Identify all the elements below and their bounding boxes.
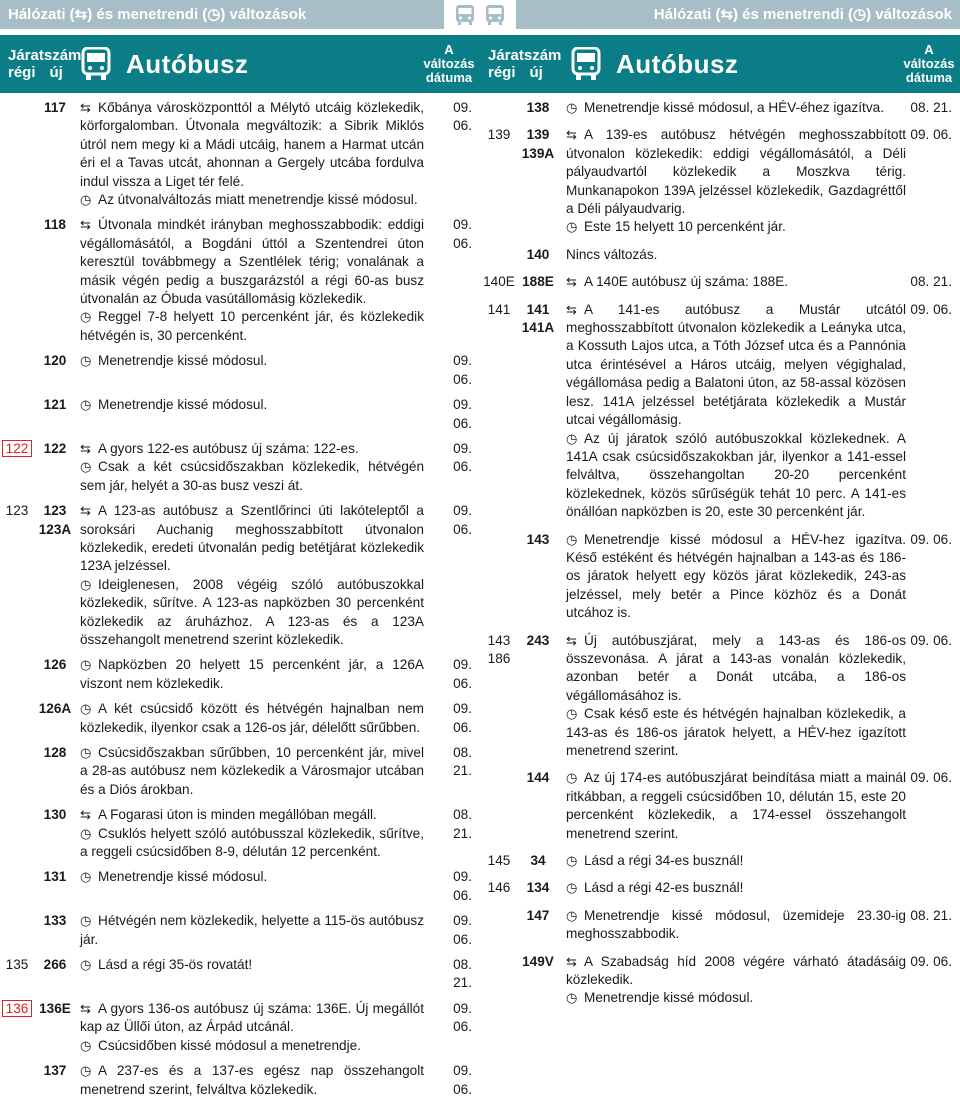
table-row — [480, 953, 960, 1008]
old-route-label: 141 — [487, 301, 511, 317]
timetable-change-icon: ◷ — [80, 913, 92, 929]
new-route-number: 149V — [522, 953, 554, 969]
table-row — [0, 744, 480, 799]
table-row — [0, 806, 480, 861]
table-row — [480, 632, 960, 761]
header-jaratszam: Járatszám régi új — [8, 47, 82, 81]
bus-icon — [480, 0, 510, 29]
timetable-change-icon: ◷ — [80, 397, 92, 413]
old-route-number — [480, 852, 518, 870]
change-paragraph — [566, 907, 906, 944]
table-row — [480, 531, 960, 623]
change-date: 09. 06. — [910, 770, 952, 786]
change-date: 09. 06. — [453, 913, 472, 947]
new-route-number: 139 139A — [521, 127, 555, 161]
change-paragraph — [566, 531, 906, 623]
table-row — [480, 879, 960, 897]
change-paragraph — [80, 191, 424, 209]
new-route-number: 243 — [526, 632, 550, 648]
change-paragraph — [80, 912, 424, 949]
timetable-change-icon: ◷ — [566, 770, 578, 786]
new-route-number: 120 — [43, 353, 67, 369]
change-description — [76, 216, 432, 345]
bus-icon — [570, 47, 602, 81]
change-text: Menetrendje kissé módosul. — [584, 990, 754, 1006]
change-text: Az új járatok szóló autóbuszokkal közlekednek. A 141A csak csúcsidőszakokban jár, ilyenkor a 141-essel felváltva, összehangoltan 20-20 percenként közlekednek, közös sűrűségük tehát 10 perc. A 141-es önállóan napközben is 20, este 30 percenként jár. — [566, 430, 906, 520]
old-route-number — [0, 502, 34, 520]
network-change-icon: ⇆ — [566, 127, 577, 143]
table-row — [0, 956, 480, 993]
change-paragraph — [80, 440, 424, 458]
table-row — [480, 852, 960, 870]
change-paragraph — [80, 700, 424, 737]
change-description — [76, 352, 432, 370]
change-text: Ideiglenesen, 2008 végéig szóló autóbuszokkal közlekedik, sűrítve. A 123-as napközben 30 percenként közlekedik az áruházhoz. A 123-as és a 123A összehangolt menetrend szerint közlekedik. — [80, 576, 424, 647]
new-route-number: 133 — [43, 913, 67, 929]
change-text: A 123-as autóbusz a Szentlőrinci úti lakóteleptől a soroksári Auchanig meghosszabbított útvonalon közlekedik, eredeti útvonalán pedig betétjárat közlekedik 123A jelzéssel. — [80, 503, 424, 574]
timetable-change-icon: ◷ — [566, 100, 578, 115]
change-paragraph — [80, 1062, 424, 1099]
change-paragraph — [80, 956, 424, 974]
change-paragraph — [80, 458, 424, 495]
change-paragraph — [566, 99, 906, 117]
change-text: A 140E autóbusz új száma: 188E. — [584, 274, 789, 290]
change-paragraph — [566, 246, 906, 264]
change-text: Reggel 7-8 helyett 10 percenként jár, és közlekedik hétvégén is, 30 percenként. — [80, 309, 424, 343]
header-date: A változás dátuma — [423, 42, 475, 85]
old-route-label: 143 186 — [487, 632, 511, 666]
change-date: 08. 21. — [453, 745, 472, 779]
topbar-title: Hálózati (⇆) és menetrendi (◷) változások — [516, 0, 960, 29]
timetable-change-icon: ◷ — [80, 192, 92, 208]
table-row — [480, 126, 960, 236]
change-text: Este 15 helyett 10 percenként jár. — [584, 219, 786, 235]
change-text: Kőbánya városközponttól a Mélytó utcáig közlekedik, körforgalomban. Útvonala megváltozik: a Sibrik Miklós útról nem megy ki a Mádi utcáig, hanem a Harmat utcán éri el a Tavas utcát, ahonnan a Gergely utcába fordulva indul vissza a Liget tér felé. — [80, 100, 424, 189]
table-row — [0, 1000, 480, 1055]
network-change-icon: ⇆ — [80, 807, 91, 823]
network-change-icon: ⇆ — [80, 217, 91, 233]
network-change-icon: ⇆ — [80, 440, 91, 456]
change-date: 09. 06. — [453, 100, 472, 134]
change-text: Csak a két csúcsidőszakban közlekedik, hétvégén sem jár, helyét a 30-as busz veszi át. — [80, 459, 424, 493]
timetable-change-icon: ◷ — [566, 880, 578, 896]
new-route-number: 188E — [522, 274, 554, 290]
change-description — [76, 502, 432, 649]
new-route-number: 126A — [38, 701, 72, 717]
new-route-number: 122 — [43, 440, 67, 456]
change-paragraph — [80, 1037, 424, 1055]
change-description — [76, 99, 432, 209]
change-date: 08. 21. — [910, 100, 952, 115]
header-mode: Autóbusz — [566, 47, 898, 81]
table-row — [0, 1062, 480, 1099]
change-date: 09. 06. — [910, 953, 952, 969]
table-row — [480, 246, 960, 264]
change-paragraph — [566, 126, 906, 218]
change-paragraph — [80, 396, 424, 414]
old-route-number — [0, 1000, 34, 1018]
change-paragraph — [80, 806, 424, 824]
change-text: A gyors 136-os autóbusz új száma: 136E. Új megállót kap az Üllői úton, az Árpád utcánál. — [80, 1000, 424, 1035]
table-row — [0, 99, 480, 209]
change-date: 08. 21. — [910, 907, 952, 923]
left-column — [0, 0, 480, 1097]
change-paragraph — [566, 430, 906, 522]
old-route-label: 145 — [487, 853, 511, 869]
change-paragraph — [80, 868, 424, 886]
change-text: Lásd a régi 42-es busznál! — [584, 880, 744, 896]
change-text: A két csúcsidő között és hétvégén hajnalban nem közlekedik, ilyenkor csak a 126-os jár, délelőtt sűrűbben. — [80, 701, 424, 735]
change-description — [558, 531, 910, 623]
change-text: Menetrendje kissé módosul, üzemideje 23.30-ig meghosszabbodik. — [566, 907, 906, 942]
change-date: 09. 06. — [453, 397, 472, 431]
change-description — [558, 632, 910, 761]
table-row — [0, 656, 480, 693]
change-description — [76, 956, 432, 974]
change-text: Csúcsidőszakban sűrűbben, 10 percenként jár, mivel a 28-as autóbusz nem közlekedik a Városmajor utcában és a Diós árokban. — [80, 745, 424, 797]
new-route-number: 138 — [526, 100, 550, 115]
table-row — [0, 216, 480, 345]
change-text: A 141-es autóbusz a Mustár utcától meghosszabbított útvonalon közlekedik a Leányka utca, a Kossuth Lajos utca, a Tóth József utca és a Pannónia utca érintésével a Háros utcáig, melyen végighalad, végállomása pedig a Balatoni úton, az 58-assal közösen lesz. 141A jelzéssel betétjárata közlekedik a Mustár utcai végállomásig. — [566, 301, 906, 428]
table-row — [0, 440, 480, 495]
network-change-icon: ⇆ — [566, 274, 577, 290]
new-route-number: 266 — [43, 957, 67, 973]
change-paragraph — [566, 218, 906, 236]
new-route-number: 128 — [43, 745, 67, 760]
change-date: 08. 21. — [453, 957, 472, 991]
left-rows — [0, 99, 480, 1099]
change-text: Menetrendje kissé módosul. — [98, 869, 268, 885]
table-row — [0, 352, 480, 389]
timetable-change-icon: ◷ — [566, 853, 578, 869]
table-row — [480, 301, 960, 522]
timetable-change-icon: ◷ — [80, 825, 92, 841]
change-date: 09. 06. — [453, 701, 472, 735]
change-text: Menetrendje kissé módosul. — [98, 353, 268, 369]
new-route-number: 131 — [43, 869, 67, 885]
new-route-number: 140 — [526, 246, 550, 262]
timetable-change-icon: ◷ — [80, 657, 92, 673]
new-route-number: 144 — [526, 770, 550, 786]
left-topbar — [0, 0, 480, 29]
change-text: Menetrendje kissé módosul a HÉV-hez igazítva. Késő estéként és hétvégén hajnalban a 143-as és 186-os járatok helyett egy közös járat közlekedik, 243-as jelzéssel, mely betér a Pince közhöz és a Donát utcához is. — [566, 531, 906, 621]
new-route-number: 118 — [44, 217, 66, 233]
change-description — [76, 396, 432, 414]
change-paragraph — [80, 825, 424, 862]
timetable-change-icon: ◷ — [80, 745, 92, 760]
old-route-label: 123 — [5, 503, 29, 519]
old-route-label: 122 — [2, 440, 33, 457]
change-paragraph — [80, 656, 424, 693]
table-row — [480, 769, 960, 843]
change-date: 09. 06. — [453, 1000, 472, 1035]
change-paragraph — [566, 989, 906, 1007]
new-route-number: 134 — [526, 880, 550, 896]
change-paragraph — [566, 852, 906, 870]
change-text: Az új 174-es autóbuszjárat beindítása miatt a mainál ritkábban, a reggeli csúcsidőben 10, délután 15, este 20 percenként közlekedik, a 174-essel összehangolt menetrend szerint. — [566, 770, 906, 841]
change-date: 09. 06. — [453, 217, 472, 251]
change-description — [76, 1062, 432, 1099]
change-description — [76, 868, 432, 886]
change-description — [558, 301, 910, 522]
new-route-number: 136E — [39, 1000, 71, 1016]
change-paragraph — [566, 273, 906, 291]
change-description — [76, 806, 432, 861]
change-description — [558, 879, 910, 897]
change-paragraph — [566, 705, 906, 760]
table-header — [480, 35, 960, 93]
change-date: 09. 06. — [910, 632, 952, 648]
change-text: Új autóbuszjárat, mely a 143-as és 186-os összevonása. A járat a 143-as vonalán közlekedik, azonban betér a Donát utcába, a 186-os végállomásához is. — [566, 632, 906, 703]
timetable-change-icon: ◷ — [566, 706, 578, 722]
change-paragraph — [80, 744, 424, 799]
new-route-number: 117 — [44, 100, 66, 115]
old-route-number — [480, 126, 518, 144]
timetable-change-icon: ◷ — [80, 1037, 92, 1053]
change-date: 09. 06. — [453, 657, 472, 691]
table-row — [0, 396, 480, 433]
new-route-number: 126 — [43, 657, 67, 673]
change-date: 09. 06. — [453, 353, 472, 387]
new-route-number: 147 — [526, 907, 550, 923]
old-route-label: 139 — [487, 127, 511, 143]
bus-icon — [80, 47, 112, 81]
change-text: A Fogarasi úton is minden megállóban megáll. — [98, 807, 377, 823]
table-row — [0, 868, 480, 905]
table-row — [0, 912, 480, 949]
change-description — [76, 744, 432, 799]
change-paragraph — [80, 99, 424, 191]
table-row — [0, 700, 480, 737]
timetable-change-icon: ◷ — [566, 430, 578, 446]
change-text: Menetrendje kissé módosul, a HÉV-éhez igazítva. — [584, 100, 884, 115]
change-date: 09. 06. — [453, 869, 472, 903]
old-route-number — [0, 440, 34, 458]
change-paragraph — [80, 502, 424, 576]
change-paragraph — [80, 216, 424, 308]
new-route-number: 141 141A — [521, 301, 555, 336]
change-text: A 139-es autóbusz hétvégén meghosszabbított útvonalon közlekedik: eddigi végállomásától, a Déli pályaudvartól közlekedik a Moszkva térig. Munkanapokon 139A jelzéssel közlekedik, Gazdagréttől a Déli pályaudvarig. — [566, 127, 906, 217]
header-mode: Autóbusz — [76, 47, 418, 81]
old-route-number — [480, 301, 518, 319]
change-description — [558, 99, 910, 117]
network-change-icon: ⇆ — [566, 301, 577, 317]
change-text: Az útvonalváltozás miatt menetrendje kissé módosul. — [98, 192, 418, 208]
new-route-number: 130 — [43, 807, 67, 823]
network-change-icon: ⇆ — [566, 632, 577, 648]
timetable-change-icon: ◷ — [566, 219, 578, 235]
change-description — [558, 246, 910, 264]
timetable-change-icon: ◷ — [80, 459, 92, 475]
change-date: 09. 06. — [453, 1063, 472, 1097]
change-description — [76, 700, 432, 737]
change-paragraph — [566, 769, 906, 843]
new-route-number: 123 123A — [38, 503, 72, 537]
new-route-number: 137 — [43, 1063, 67, 1079]
change-description — [76, 656, 432, 693]
right-column — [480, 0, 960, 1006]
timetable-change-icon: ◷ — [566, 990, 578, 1006]
timetable-change-icon: ◷ — [80, 1063, 92, 1079]
right-topbar — [480, 0, 960, 29]
change-date: 08. 21. — [910, 274, 952, 290]
change-text: Útvonala mindkét irányban meghosszabbodik: eddigi végállomásától, a Bogdáni úttól a Szentendrei úton keresztül továbbmegy a Szentlélek térig; vonalának a másik végén pedig a buszgarázstól a régi 60-as busz útvonalán az Óbuda vasútállomásig közlekedik. — [80, 217, 424, 307]
change-text: Menetrendje kissé módosul. — [98, 397, 268, 413]
new-route-number: 121 — [43, 397, 67, 413]
change-paragraph — [566, 632, 906, 706]
timetable-change-icon: ◷ — [80, 701, 92, 717]
change-text: Nincs változás. — [566, 246, 658, 262]
change-description — [558, 273, 910, 291]
change-date: 09. 06. — [910, 531, 952, 547]
timetable-change-icon: ◷ — [80, 957, 92, 973]
change-text: Napközben 20 helyett 15 percenként jár, a 126A viszont nem közlekedik. — [80, 657, 424, 691]
table-row — [480, 907, 960, 944]
change-text: Lásd a régi 35-ös rovatát! — [98, 957, 253, 973]
change-paragraph — [80, 352, 424, 370]
change-text: A gyors 122-es autóbusz új száma: 122-es. — [98, 440, 359, 456]
header-jaratszam: Járatszám régi új — [488, 47, 562, 81]
timetable-change-icon: ◷ — [566, 907, 578, 923]
change-text: A Szabadság híd 2008 végére várható átadásáig közlekedik. — [566, 953, 906, 988]
change-paragraph — [566, 301, 906, 430]
change-description — [76, 912, 432, 949]
change-text: Csúcsidőben kissé módosul a menetrendje. — [98, 1037, 361, 1053]
change-date: 09. 06. — [453, 503, 472, 537]
new-route-number: 34 — [530, 853, 546, 869]
change-date: 09. 06. — [453, 440, 472, 475]
bus-icon — [450, 0, 480, 29]
change-date: 09. 06. — [910, 127, 952, 143]
change-paragraph — [80, 576, 424, 650]
change-description — [558, 907, 910, 944]
change-description — [76, 1000, 432, 1055]
right-rows — [480, 99, 960, 1008]
table-row — [480, 273, 960, 291]
old-route-number — [480, 879, 518, 897]
change-description — [558, 769, 910, 843]
header-date: A változás dátuma — [903, 42, 955, 85]
network-change-icon: ⇆ — [80, 503, 91, 519]
timetable-change-icon: ◷ — [80, 869, 92, 885]
change-text: Lásd a régi 34-es busznál! — [584, 853, 744, 869]
old-route-label: 136 — [2, 1000, 33, 1017]
timetable-change-icon: ◷ — [566, 531, 578, 547]
change-text: A 237-es és a 137-es egész nap összehangolt menetrend szerint, felváltva közlekedik. — [80, 1063, 424, 1097]
change-text: Csuklós helyett szóló autóbusszal közlekedik, sűrítve, a reggeli csúcsidőben 8-9, délután 12 percenként. — [80, 825, 424, 860]
timetable-change-icon: ◷ — [80, 353, 92, 369]
change-date: 08. 21. — [453, 807, 472, 841]
change-paragraph — [566, 953, 906, 990]
new-route-number: 143 — [526, 531, 550, 547]
table-row — [480, 99, 960, 117]
old-route-label: 146 — [487, 880, 511, 896]
change-text: Hétvégén nem közlekedik, helyette a 115-ös autóbusz jár. — [80, 913, 424, 947]
topbar-title: Hálózati (⇆) és menetrendi (◷) változások — [0, 0, 444, 29]
change-paragraph — [80, 308, 424, 345]
old-route-label: 140E — [483, 274, 515, 290]
network-change-icon: ⇆ — [566, 953, 577, 969]
table-header — [0, 35, 480, 93]
change-text: Csak késő este és hétvégén hajnalban közlekedik, a 143-as és 186-os járatok helyett, a HÉV-hez igazított menetrend szerint. — [566, 706, 906, 758]
change-paragraph — [80, 1000, 424, 1037]
old-route-number — [480, 273, 518, 291]
timetable-change-icon: ◷ — [80, 309, 92, 325]
old-route-label: 135 — [5, 957, 29, 973]
old-route-number — [0, 956, 34, 974]
change-date: 09. 06. — [910, 301, 952, 317]
old-route-number — [480, 632, 518, 669]
change-paragraph — [566, 879, 906, 897]
table-row — [0, 502, 480, 649]
change-description — [558, 852, 910, 870]
network-change-icon: ⇆ — [80, 1000, 91, 1016]
change-description — [558, 953, 910, 1008]
network-change-icon: ⇆ — [80, 100, 91, 115]
change-description — [558, 126, 910, 236]
timetable-change-icon: ◷ — [80, 576, 92, 592]
change-description — [76, 440, 432, 495]
